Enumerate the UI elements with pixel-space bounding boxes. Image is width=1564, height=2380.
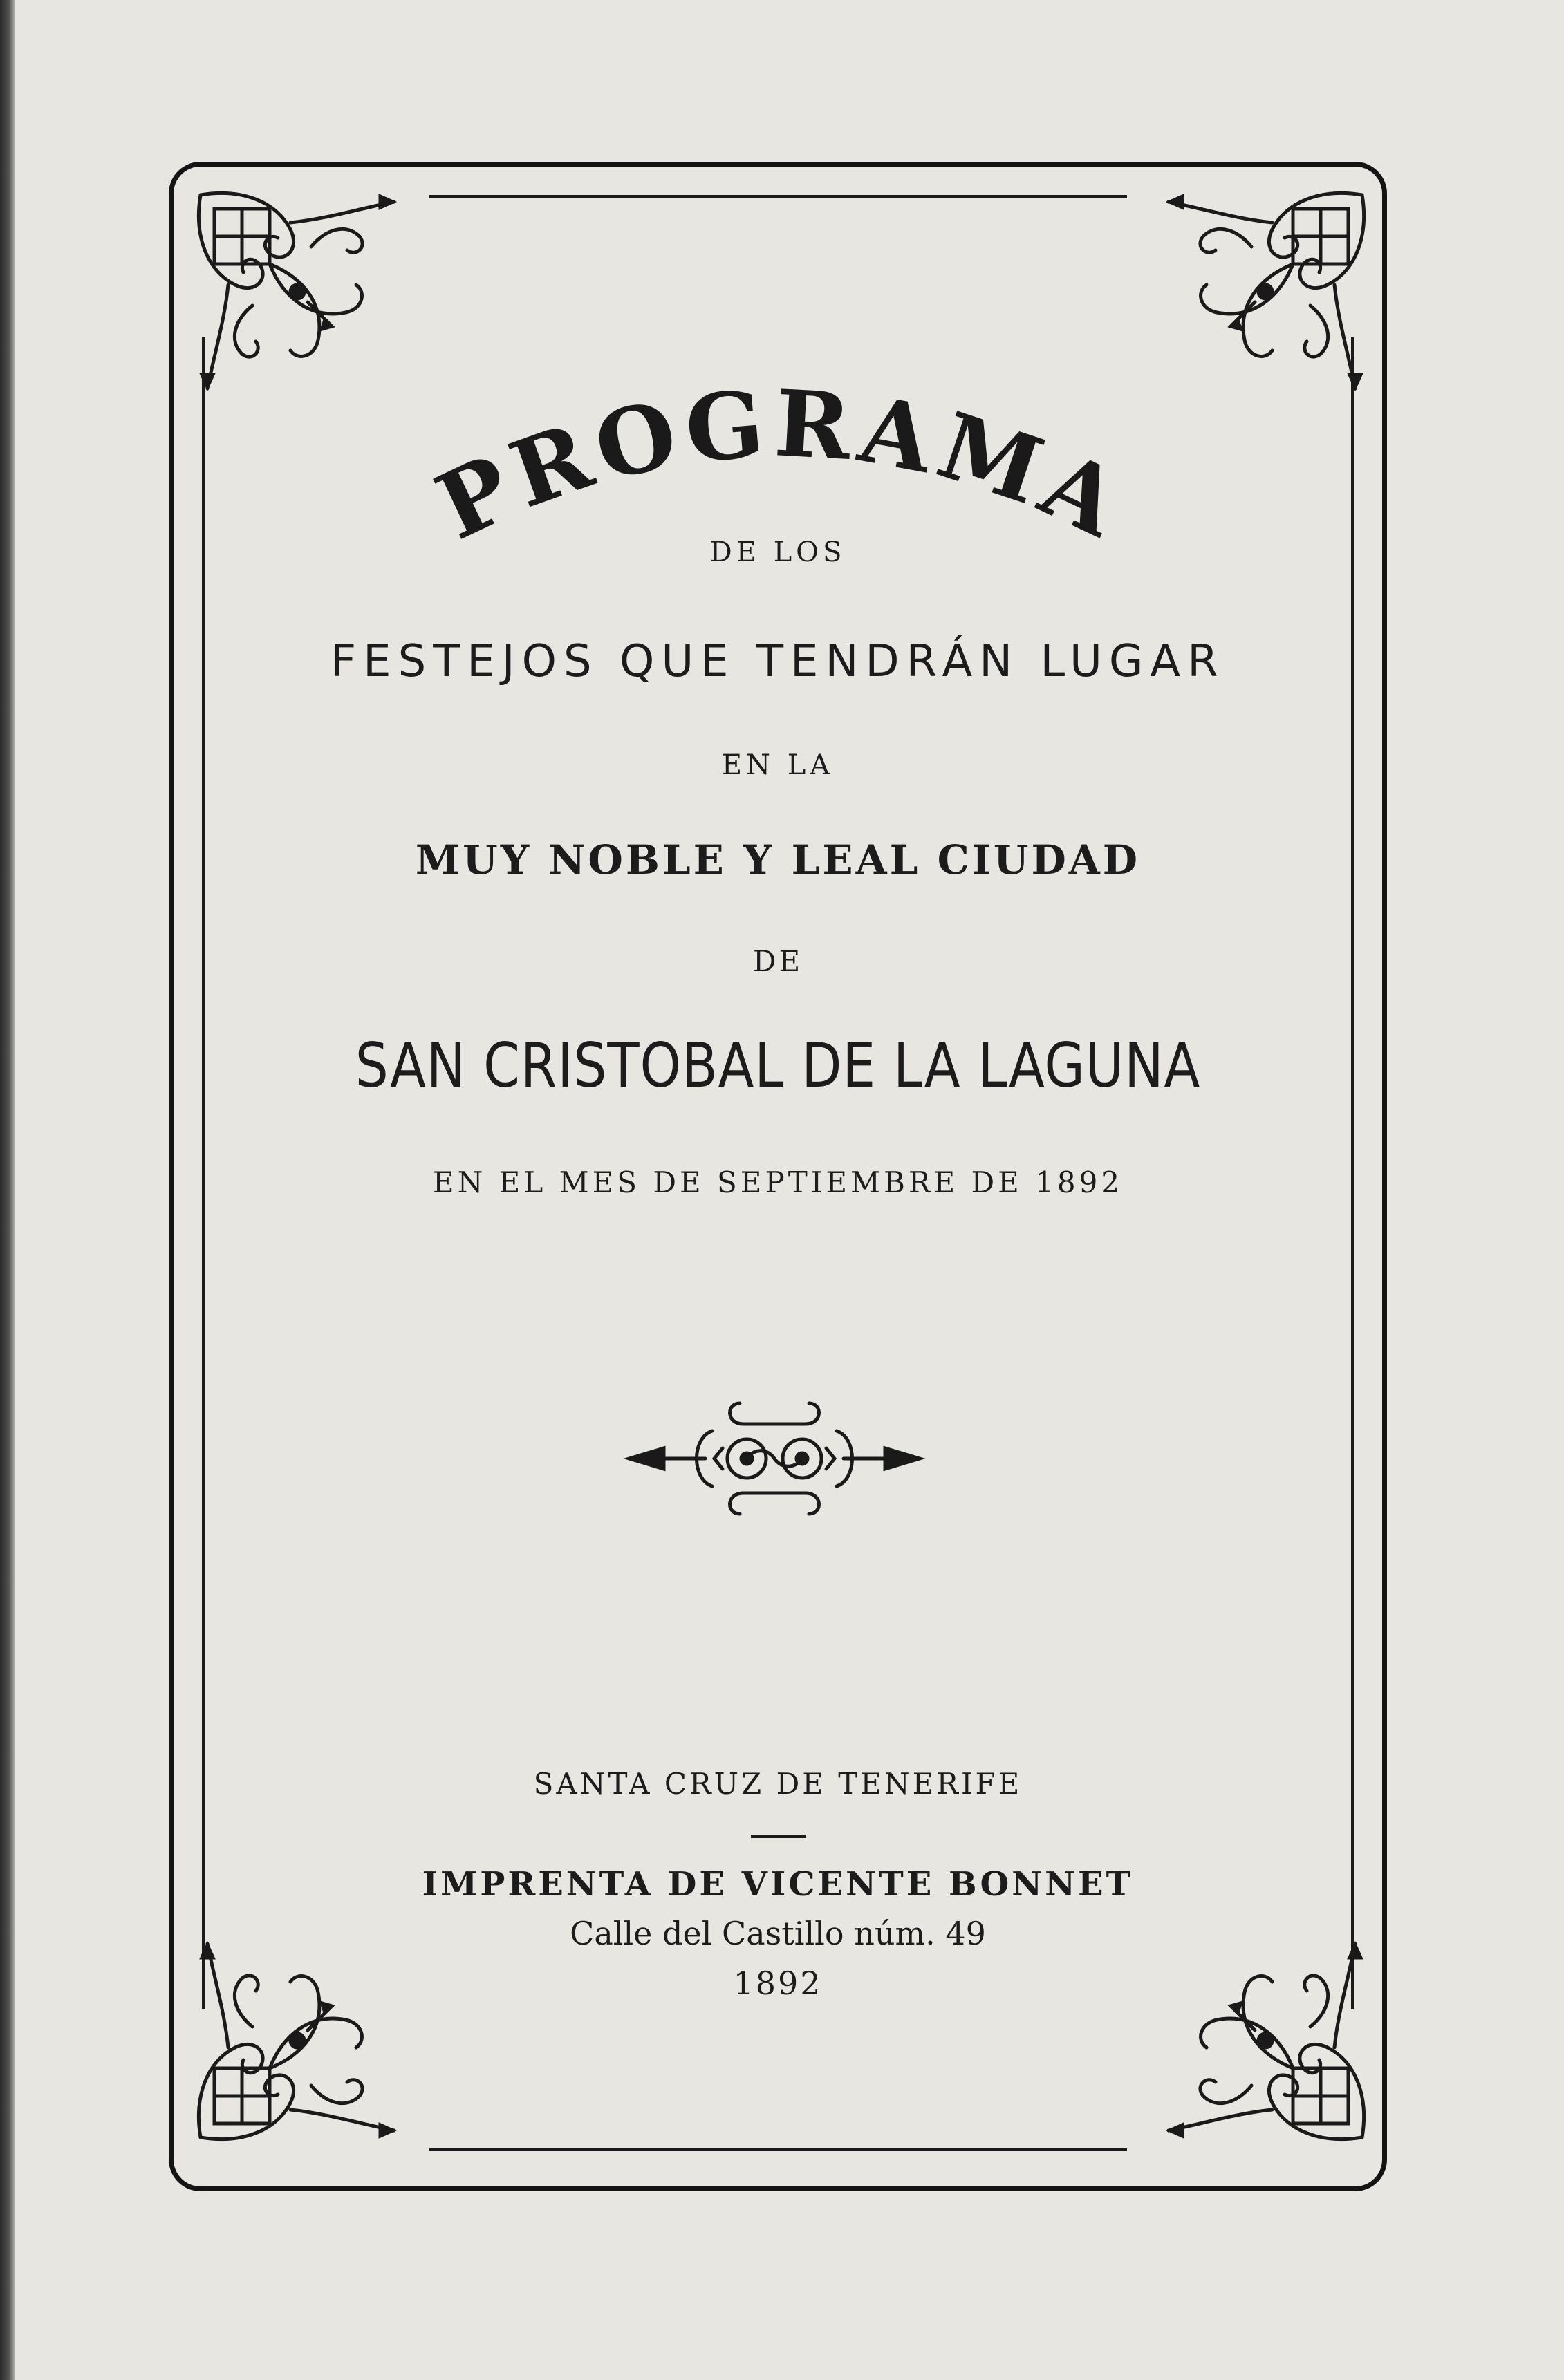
floral-scroll-corner-icon <box>1148 1923 1376 2151</box>
floral-scroll-corner-icon <box>1148 181 1376 409</box>
scan-edge-shadow <box>0 0 15 2380</box>
floral-scroll-corner-icon <box>187 1923 415 2151</box>
imprint-year: 1892 <box>733 1965 823 2002</box>
imprint-divider <box>751 1835 806 1838</box>
page-frame-inner-top-rule <box>429 195 1127 198</box>
subtitle-festejos: FESTEJOS QUE TENDRÁN LUGAR <box>331 636 1225 687</box>
city-name: SAN CRISTOBAL DE LA LAGUNA <box>355 1030 1201 1101</box>
svg-text:PROGRAMA <box>421 370 1142 561</box>
imprint-address: Calle del Castillo núm. 49 <box>570 1915 986 1952</box>
subtitle-de: DE <box>752 944 803 978</box>
subtitle-de-los: DE LOS <box>709 536 846 568</box>
imprint-place: SANTA CRUZ DE TENERIFE <box>533 1767 1023 1801</box>
date-line: EN EL MES DE SEPTIEMBRE DE 1892 <box>432 1165 1124 1199</box>
imprint-printer: IMPRENTA DE VICENTE BONNET <box>422 1865 1134 1904</box>
subtitle-muy-noble: MUY NOBLE Y LEAL CIUDAD <box>415 836 1141 883</box>
page-frame-inner-bottom-rule <box>429 2148 1127 2151</box>
scroll-fleuron-icon <box>622 1383 927 1535</box>
bleed-through-text <box>387 2250 1182 2340</box>
subtitle-en-la: EN LA <box>721 749 835 781</box>
floral-scroll-corner-icon <box>187 181 415 409</box>
title-text: PROGRAMA <box>421 370 1142 561</box>
